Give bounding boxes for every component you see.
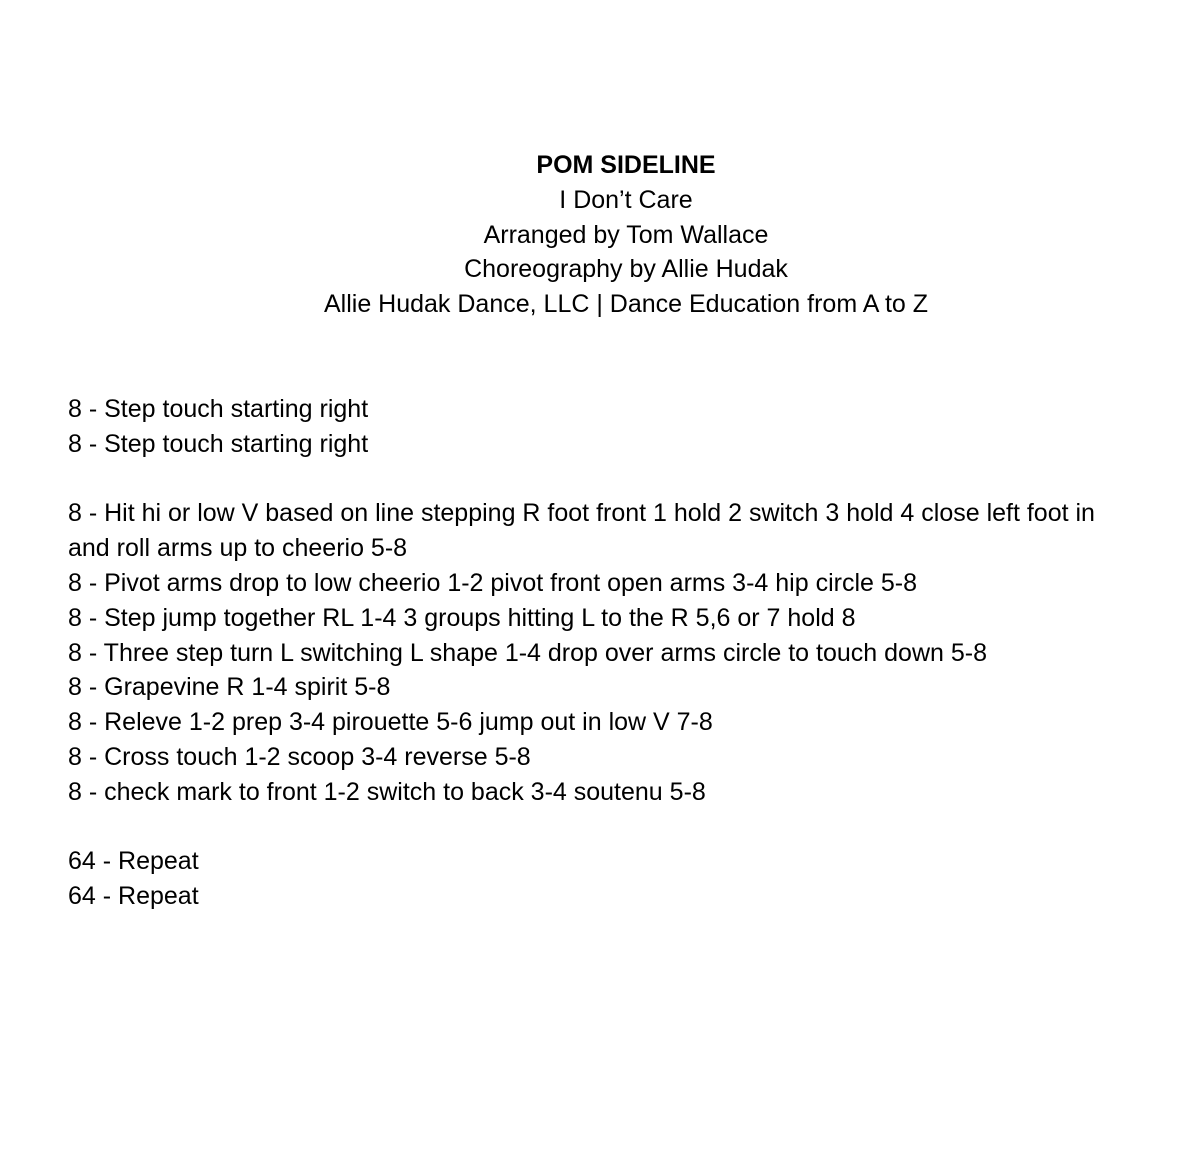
song-title: I Don’t Care <box>559 185 693 214</box>
count-line: 8 - check mark to front 1-2 switch to back 3-4 soutenu 5-8 <box>68 777 706 806</box>
section-spacer <box>68 462 1168 497</box>
count-line: 8 - Step jump together RL 1-4 3 groups hitting L to the R 5,6 or 7 hold 8 <box>68 603 856 632</box>
count-line: 8 - Cross touch 1-2 scoop 3-4 reverse 5-8 <box>68 742 531 771</box>
repeat-line: 64 - Repeat <box>68 882 199 911</box>
count-line: 8 - Three step turn L switching L shape 1-4 drop over arms circle to touch down 5-8 <box>68 638 987 667</box>
arranger-credit: Arranged by Tom Wallace <box>483 220 769 249</box>
count-line: 8 - Releve 1-2 prep 3-4 pirouette 5-6 jump out in low V 7-8 <box>68 708 713 737</box>
routine-section <box>68 496 1168 809</box>
choreographer-credit: Choreography by Allie Hudak <box>464 255 788 284</box>
repeat-line: 64 - Repeat <box>68 847 199 876</box>
document-header <box>0 148 1200 322</box>
routine-counts <box>68 392 1168 914</box>
company-credit: Allie Hudak Dance, LLC | Dance Education from A to Z <box>323 290 929 319</box>
count-line: 8 - Step touch starting right <box>68 395 369 423</box>
count-line: 8 - Grapevine R 1-4 spirit 5-8 <box>68 673 391 702</box>
count-line: 8 - Hit hi or low V based on line stepping R foot front 1 hold 2 switch 3 hold 4 close left foot in <box>68 499 1095 528</box>
section-spacer <box>68 810 1168 845</box>
count-line: 8 - Step touch starting right <box>68 429 369 458</box>
count-line: 8 - Pivot arms drop to low cheerio 1-2 pivot front open arms 3-4 hip circle 5-8 <box>68 568 917 597</box>
count-line-continuation: and roll arms up to cheerio 5-8 <box>68 534 408 563</box>
intro-section <box>68 392 1168 462</box>
document-title: POM SIDELINE <box>536 151 716 179</box>
repeat-section <box>68 844 1168 914</box>
